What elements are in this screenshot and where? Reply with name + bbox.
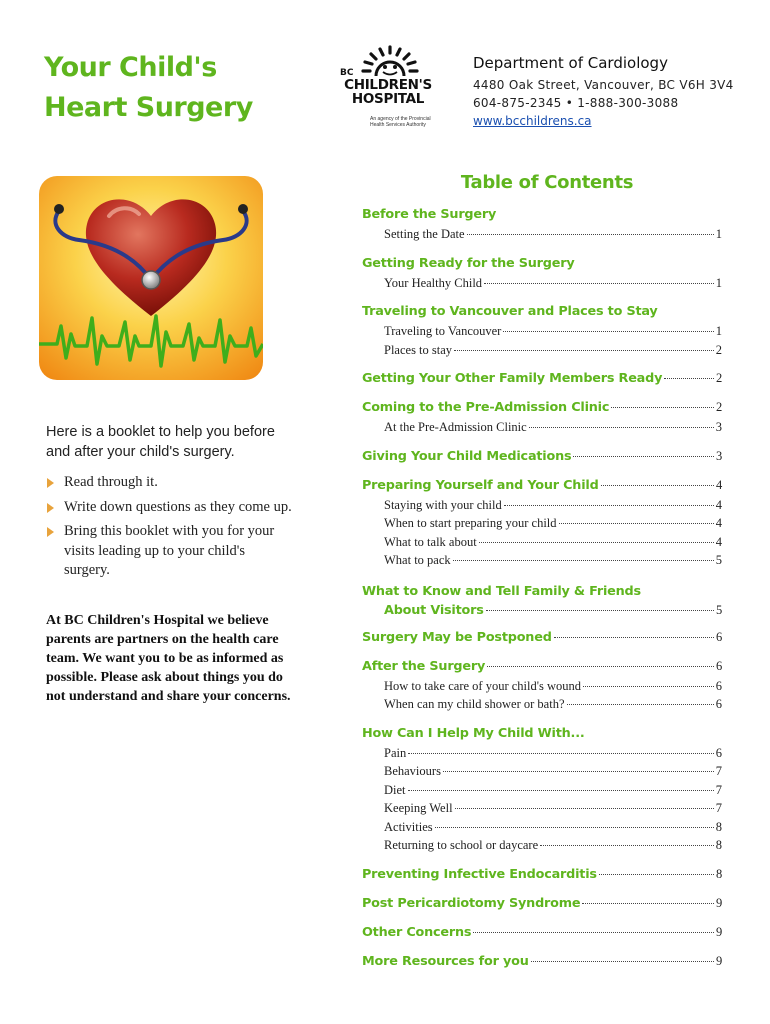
dot-leader xyxy=(504,505,714,506)
toc-section-title: Traveling to Vancouver and Places to Stay xyxy=(362,304,658,319)
toc-section[interactable] xyxy=(362,582,722,620)
toc-entry-text: At the Pre-Admission Clinic xyxy=(384,420,527,434)
department-contact xyxy=(473,54,763,130)
toc-page-number: 1 xyxy=(715,275,722,290)
toc-entry[interactable] xyxy=(362,498,722,517)
toc-entry[interactable] xyxy=(362,801,722,820)
toc-page-number: 8 xyxy=(715,819,722,834)
dot-leader xyxy=(611,407,714,408)
toc-entry-text: What to talk about xyxy=(384,534,477,549)
toc-section[interactable] xyxy=(362,449,722,468)
toc-section[interactable] xyxy=(362,867,722,886)
toc-entry[interactable] xyxy=(362,697,722,716)
toc-entry[interactable] xyxy=(362,420,722,439)
triangle-bullet-icon xyxy=(47,478,54,488)
toc-section-title: Getting Your Other Family Members Ready xyxy=(362,371,663,386)
intro-section xyxy=(46,422,294,706)
dot-leader xyxy=(540,845,714,846)
toc-section-title: Preventing Infective Endocarditis xyxy=(362,866,597,882)
toc-entry-text: Diet xyxy=(384,782,406,797)
toc-page-number: 6 xyxy=(715,678,722,693)
list-item xyxy=(46,522,294,581)
toc-entry[interactable] xyxy=(362,783,722,802)
cover-image xyxy=(39,176,263,380)
toc-section-title: Getting Ready for the Surgery xyxy=(362,255,575,271)
dot-leader xyxy=(467,234,714,235)
dot-leader xyxy=(487,666,714,667)
triangle-bullet-icon xyxy=(47,527,54,537)
toc-page-number: 5 xyxy=(715,602,722,617)
toc-section-title: What to Know and Tell Family & Friends xyxy=(362,583,641,599)
dot-leader xyxy=(554,637,714,638)
department-phone: 604-875-2345 • 1-888-300-3088 xyxy=(473,96,679,110)
toc-entry[interactable] xyxy=(362,516,722,535)
toc-entry-text: Places to stay xyxy=(384,342,453,357)
partnership-statement: At BC Children's Hospital we believe parents are partners on the health care team. We want you to be as informed as possible. Please ask about things you do not understand and share your concerns. xyxy=(46,612,291,704)
heart-stethoscope-icon xyxy=(39,176,263,380)
hospital-logo xyxy=(334,44,444,132)
toc-entry[interactable] xyxy=(362,679,722,698)
toc-page-number: 1 xyxy=(715,227,722,241)
dot-leader xyxy=(408,753,714,754)
toc-section[interactable] xyxy=(362,371,722,390)
toc-page-number: 8 xyxy=(715,866,722,881)
toc-section[interactable] xyxy=(362,207,722,226)
toc-page-number: 6 xyxy=(715,658,722,673)
toc-section-title: Preparing Yourself and Your Child xyxy=(362,477,599,493)
toc-entry[interactable] xyxy=(362,535,722,554)
table-of-contents xyxy=(362,172,722,973)
toc-entry[interactable] xyxy=(362,343,722,362)
toc-page-number: 1 xyxy=(715,324,722,338)
title-line-2: Heart Surgery xyxy=(44,92,253,123)
toc-page-number: 4 xyxy=(715,497,722,512)
toc-section[interactable] xyxy=(362,630,722,649)
triangle-bullet-icon xyxy=(47,503,54,513)
toc-page-number: 2 xyxy=(715,371,722,385)
dot-leader xyxy=(531,961,714,962)
dot-leader xyxy=(559,523,714,524)
toc-page-number: 9 xyxy=(715,895,722,910)
logo-name-line-2: HOSPITAL xyxy=(351,91,425,107)
dot-leader xyxy=(567,704,714,705)
toc-section[interactable] xyxy=(362,400,722,419)
toc-entry-text: What to pack xyxy=(384,553,451,567)
toc-entry[interactable] xyxy=(362,838,722,857)
title-line-1: Your Child's xyxy=(44,52,217,83)
dot-leader xyxy=(473,932,714,933)
sun-face-icon xyxy=(350,44,430,80)
toc-section[interactable] xyxy=(362,659,722,678)
toc-entry-text: Pain xyxy=(384,745,407,760)
dot-leader xyxy=(484,283,714,284)
toc-entry-text: Traveling to Vancouver xyxy=(384,324,502,338)
toc-page-number: 4 xyxy=(715,477,722,492)
dot-leader xyxy=(435,827,714,828)
dot-leader xyxy=(479,542,714,543)
dot-leader xyxy=(443,771,714,772)
toc-entry[interactable] xyxy=(362,820,722,839)
toc-page-number: 9 xyxy=(715,953,722,968)
toc-page-number: 7 xyxy=(715,782,722,797)
toc-entry-text: Behaviours xyxy=(384,764,441,778)
toc-page-number: 2 xyxy=(715,342,722,357)
bullet-text: Write down questions as they come up. xyxy=(64,498,292,515)
toc-entry[interactable] xyxy=(362,276,722,295)
toc-page-number: 6 xyxy=(715,629,722,644)
toc-section-title: After the Surgery xyxy=(362,658,486,674)
toc-section-title: How Can I Help My Child With... xyxy=(362,725,585,741)
toc-section-title: Other Concerns xyxy=(362,924,472,940)
toc-title: Table of Contents xyxy=(460,172,634,193)
toc-page-number: 8 xyxy=(715,838,722,852)
dot-leader xyxy=(529,427,714,428)
toc-page-number: 5 xyxy=(715,553,722,567)
toc-page-number: 6 xyxy=(715,697,722,711)
toc-entry-text: When can my child shower or bath? xyxy=(384,697,565,711)
logo-wordmark xyxy=(338,78,438,106)
dot-leader xyxy=(455,808,714,809)
toc-section[interactable] xyxy=(362,925,722,944)
toc-entry-text: Setting the Date xyxy=(384,227,465,241)
toc-page-number: 4 xyxy=(715,516,722,530)
toc-page-number: 9 xyxy=(715,924,722,939)
toc-section-title: Surgery May be Postponed xyxy=(362,629,552,645)
toc-entry-text: When to start preparing your child xyxy=(384,516,557,530)
intro-bullet-list xyxy=(46,473,294,581)
toc-section-title: Giving Your Child Medications xyxy=(362,448,572,464)
toc-section[interactable] xyxy=(362,304,722,323)
toc-entry-text: Activities xyxy=(384,819,433,834)
toc-entry[interactable] xyxy=(362,227,722,246)
dot-leader xyxy=(599,874,714,875)
toc-page-number: 4 xyxy=(715,534,722,549)
dot-leader xyxy=(601,485,714,486)
toc-entry[interactable] xyxy=(362,324,722,343)
list-item xyxy=(46,498,294,518)
toc-page-number: 6 xyxy=(715,745,722,760)
dot-leader xyxy=(582,903,714,904)
toc-entry-text: Staying with your child xyxy=(384,497,502,512)
toc-section-title: More Resources for you xyxy=(362,953,529,969)
dot-leader xyxy=(573,456,714,457)
logo-bc: BC xyxy=(340,68,354,78)
toc-entry-text: How to take care of your child's wound xyxy=(384,678,581,693)
logo-tagline: An agency of the Provincial Health Services Authority xyxy=(370,116,431,128)
list-item xyxy=(46,473,294,493)
toc-section[interactable] xyxy=(362,256,722,275)
toc-section-title-cont: About Visitors xyxy=(384,602,484,618)
dot-leader xyxy=(454,350,714,351)
toc-section[interactable] xyxy=(362,954,722,973)
toc-section[interactable] xyxy=(362,478,722,497)
toc-page-number: 3 xyxy=(715,420,722,434)
dot-leader xyxy=(503,331,713,332)
logo-name-line-1: CHILDREN'S xyxy=(344,77,432,93)
toc-page-number: 7 xyxy=(715,801,722,815)
toc-entry-text: Returning to school or daycare xyxy=(384,838,539,852)
department-address: 4480 Oak Street, Vancouver, BC V6H 3V4 xyxy=(473,78,734,92)
bullet-text: Bring this booklet with you for your visits leading up to your child's surgery. xyxy=(64,523,275,578)
toc-section-title: Before the Surgery xyxy=(362,207,497,222)
toc-section-title: Coming to the Pre-Admission Clinic xyxy=(362,400,610,415)
page-title xyxy=(44,48,304,128)
toc-page-number: 7 xyxy=(715,764,722,778)
intro-lead: Here is a booklet to help you before and after your child's surgery. xyxy=(46,424,275,460)
bullet-text: Read through it. xyxy=(64,474,158,490)
dot-leader xyxy=(664,378,714,379)
dot-leader xyxy=(408,790,714,791)
department-name: Department of Cardiology xyxy=(473,54,668,72)
dot-leader xyxy=(583,686,714,687)
toc-page-number: 2 xyxy=(715,400,722,414)
toc-entry-text: Keeping Well xyxy=(384,801,453,815)
toc-page-number: 3 xyxy=(715,448,722,463)
website-link[interactable]: www.bcchildrens.ca xyxy=(473,114,592,128)
toc-entry[interactable] xyxy=(362,746,722,765)
dot-leader xyxy=(453,560,714,561)
toc-entry[interactable] xyxy=(362,764,722,783)
toc-section-title: Post Pericardiotomy Syndrome xyxy=(362,895,581,911)
toc-section[interactable] xyxy=(362,726,722,745)
toc-section[interactable] xyxy=(362,896,722,915)
toc-entry[interactable] xyxy=(362,553,722,572)
toc-entry-text: Your Healthy Child xyxy=(384,275,483,290)
dot-leader xyxy=(486,610,714,611)
